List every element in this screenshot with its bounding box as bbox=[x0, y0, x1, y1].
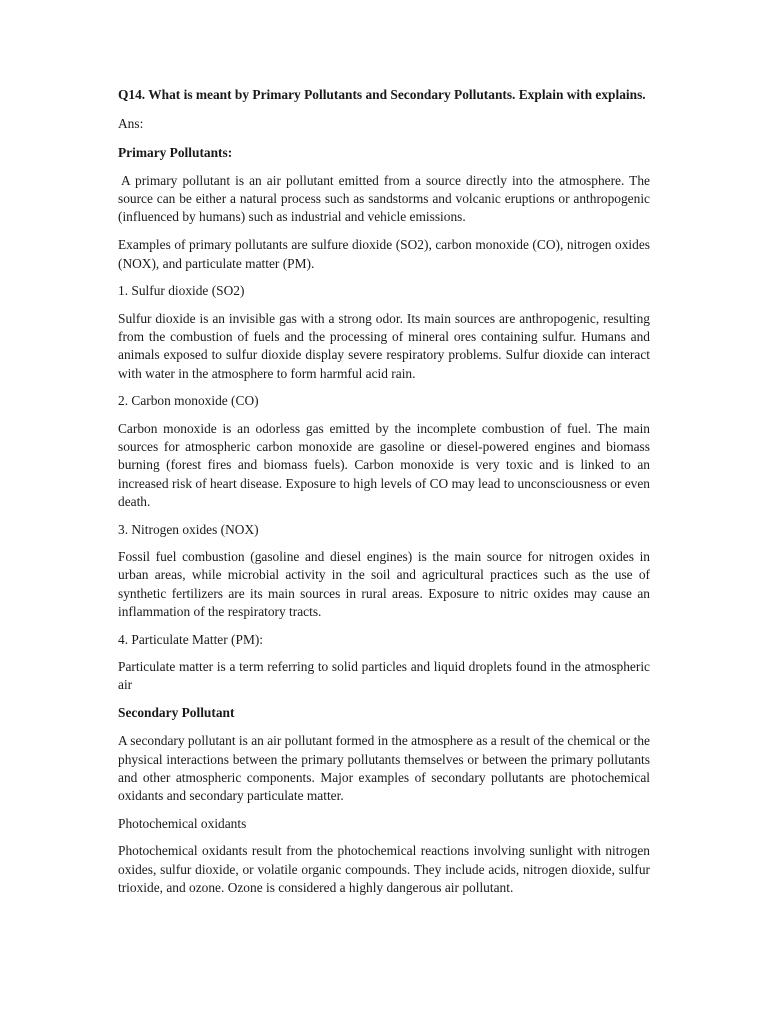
answer-label: Ans: bbox=[118, 116, 144, 132]
secondary-intro: A secondary pollutant is an air pollutant formed in the atmosphere as a result of the chemical or the physical interactions between the primary pollutants themselves or between the primary pollutants and other atmospheric components. Major examples of secondary pollutants are photochemical oxidants and secondary particulate matter. bbox=[118, 733, 650, 804]
primary-heading: Primary Pollutants: bbox=[118, 144, 233, 160]
secondary-heading: Secondary Pollutant bbox=[118, 705, 235, 721]
item-title-co: 2. Carbon monoxide (CO) bbox=[118, 393, 259, 409]
photochemical-body: Photochemical oxidants result from the photochemical reactions involving sunlight with nitrogen oxides, sulfur dioxide, or volatile organic compounds. They include acids, nitrogen dioxide, sulfur trioxide, and ozone. Ozone is considered a highly dangerous air pollutant. bbox=[118, 843, 650, 895]
item-body-pm: Particulate matter is a term referring to solid particles and liquid droplets found in the atmospheric air bbox=[118, 658, 650, 693]
item-title-nox: 3. Nitrogen oxides (NOX) bbox=[118, 521, 259, 537]
item-body-nox: Fossil fuel combustion (gasoline and diesel engines) is the main source for nitrogen oxides in urban areas, while microbial activity in the soil and agricultural practices such as the use of synthetic fertilizers are its main sources in rural areas. Exposure to nitric oxides may cause an inflammation of the respiratory tracts. bbox=[118, 548, 650, 619]
document-page bbox=[118, 86, 650, 907]
item-body-co: Carbon monoxide is an odorless gas emitted by the incomplete combustion of fuel. The main sources for atmospheric carbon monoxide are gasoline or diesel-powered engines and biomass burning (forest fires and biomass fuels). Carbon monoxide is very toxic and is linked to an increased risk of heart disease. Exposure to high levels of CO may lead to unconsciousness or even death. bbox=[118, 420, 650, 509]
primary-intro: A primary pollutant is an air pollutant emitted from a source directly into the atmosphere. The source can be either a natural process such as sandstorms and volcanic eruptions or anthropogenic (influenced by humans) such as industrial and vehicle emissions. bbox=[118, 172, 650, 225]
item-title-so2: 1. Sulfur dioxide (SO2) bbox=[118, 283, 245, 299]
item-body-so2: Sulfur dioxide is an invisible gas with a strong odor. Its main sources are anthropogenic, resulting from the combustion of fuels and the processing of mineral ores containing sulfur. Humans and animals exposed to sulfur dioxide display severe respiratory problems. Sulfur dioxide can interact with water in the atmosphere to form harmful acid rain. bbox=[118, 310, 650, 381]
primary-examples: Examples of primary pollutants are sulfure dioxide (SO2), carbon monoxide (CO), nitrogen oxides (NOX), and particulate matter (PM). bbox=[118, 237, 650, 271]
item-title-pm: 4. Particulate Matter (PM): bbox=[118, 631, 264, 647]
question-text: Q14. What is meant by Primary Pollutants and Secondary Pollutants. Explain with explains. bbox=[118, 87, 646, 102]
photochemical-heading: Photochemical oxidants bbox=[118, 816, 247, 831]
